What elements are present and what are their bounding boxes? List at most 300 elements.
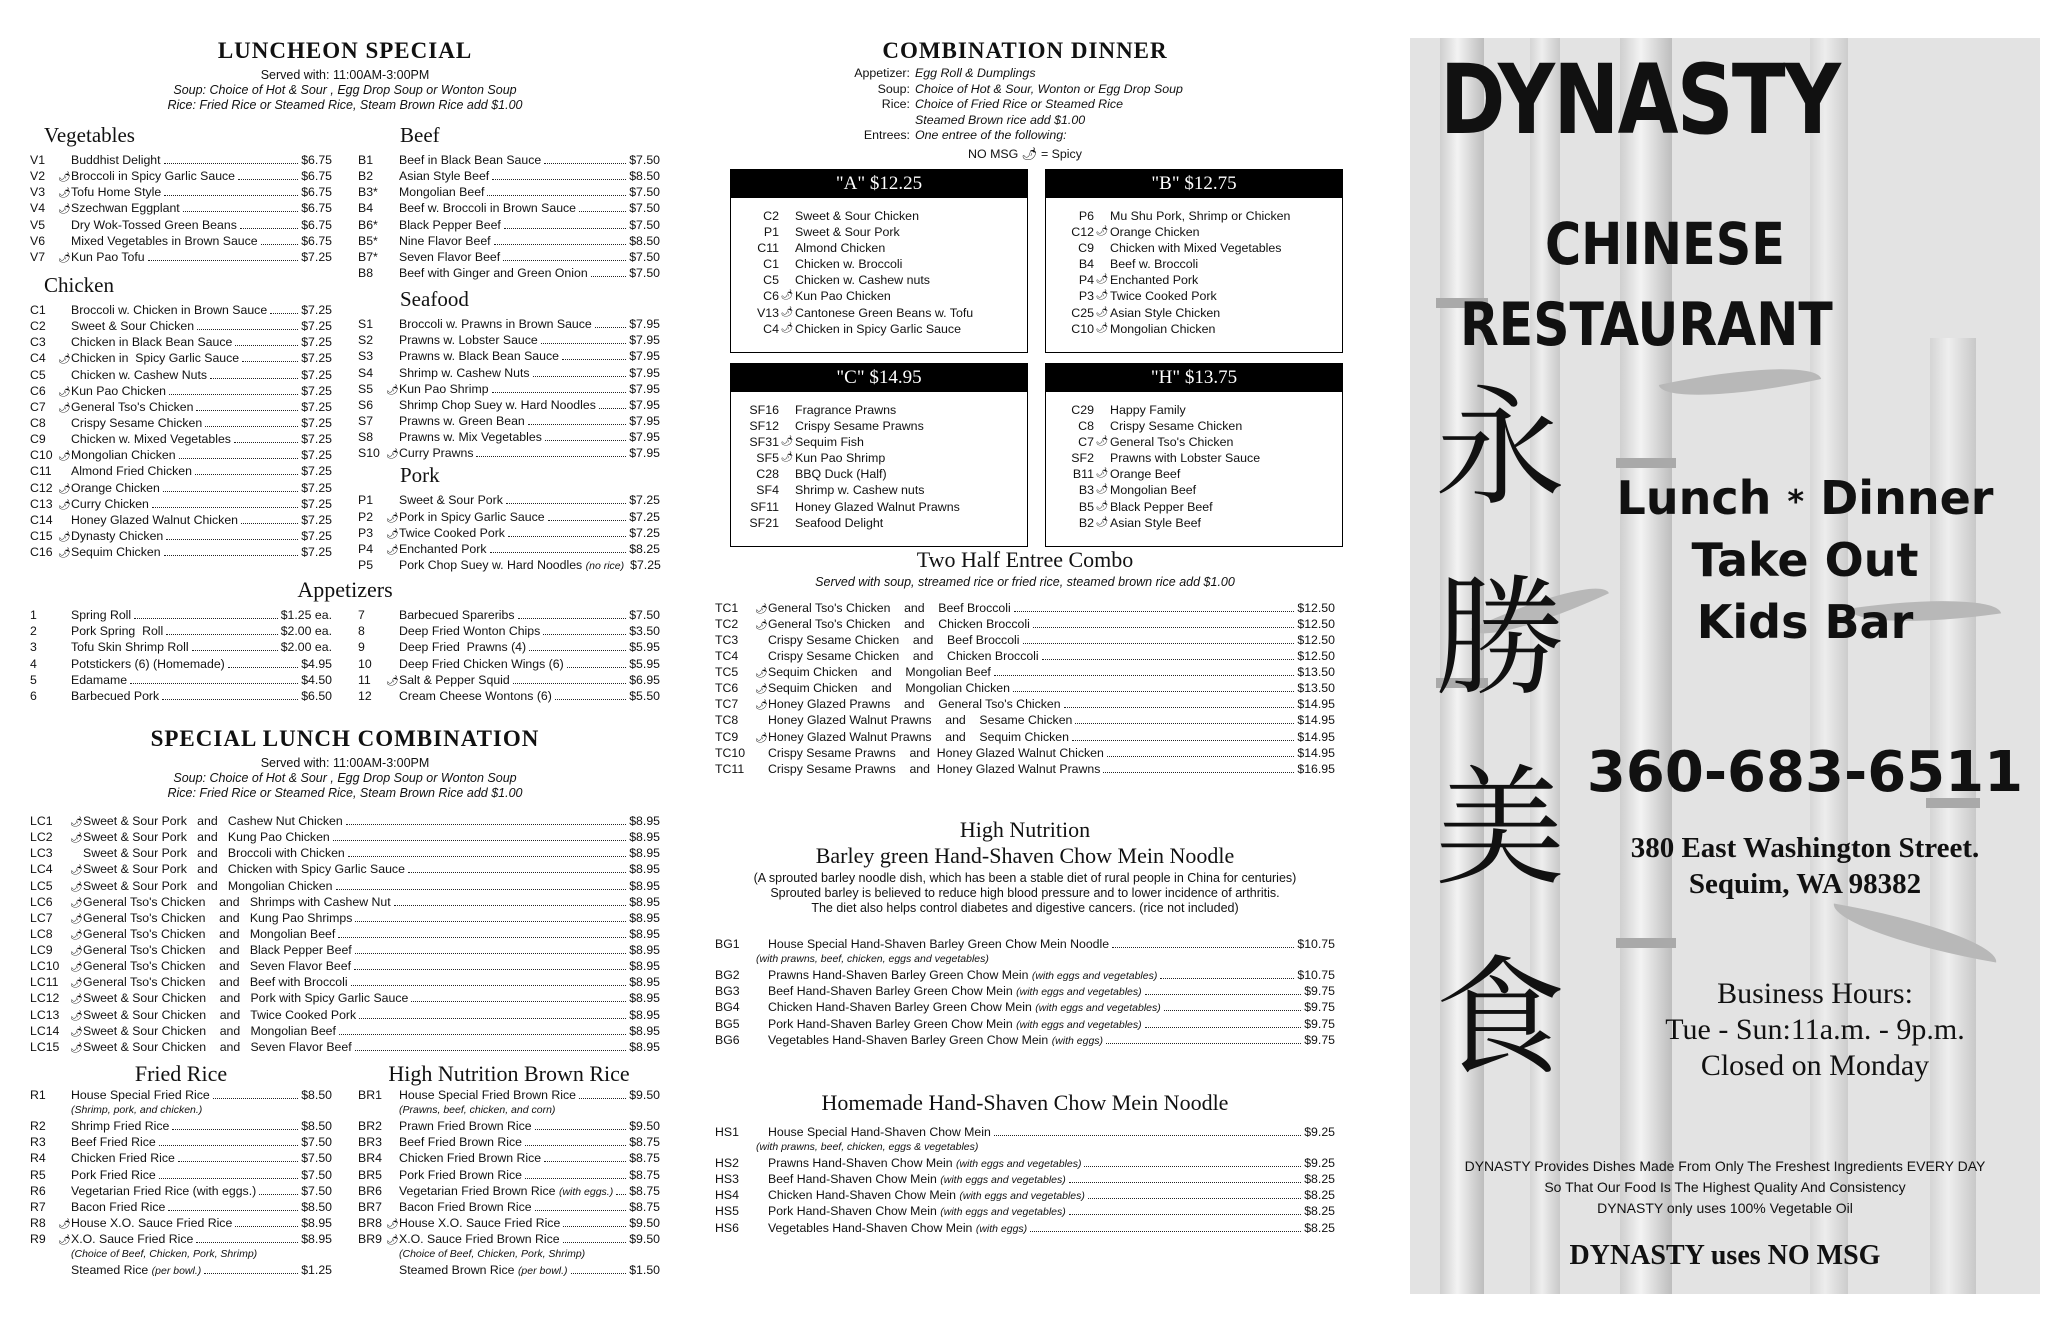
item-name-text: Deep Fried Chicken Wings (6) xyxy=(399,656,564,671)
menu-item xyxy=(30,233,332,249)
dot-leader xyxy=(355,952,627,954)
menu-item xyxy=(358,316,660,332)
barley-desc1: (A sprouted barley noodle dish, which has been a stable diet of rural people in China for centuries) xyxy=(753,871,1297,886)
pepper-icon: 🌶︎ xyxy=(58,548,71,560)
dot-leader xyxy=(130,682,298,684)
item-name xyxy=(768,761,1100,777)
item-name-text: Honey Glazed Walnut Prawns and Sesame Chicken xyxy=(768,713,1073,728)
menu-item xyxy=(358,184,660,200)
menu-item xyxy=(30,200,332,216)
combo-box-item xyxy=(1046,418,1342,434)
dot-leader xyxy=(159,1144,298,1146)
menu-item xyxy=(358,152,660,168)
dot-leader xyxy=(1112,946,1294,948)
item-price: $6.75 xyxy=(301,233,332,248)
item-price: $7.95 xyxy=(629,349,660,364)
item-name xyxy=(71,1199,165,1215)
item-price: $8.95 xyxy=(629,1023,660,1038)
item-name xyxy=(399,525,505,541)
item-note: (per bowl.) xyxy=(151,1265,202,1278)
combo-box xyxy=(1045,363,1343,547)
item-name-text: Broccoli w. Prawns in Brown Sauce xyxy=(399,317,592,332)
luncheon-title: LUNCHEON SPECIAL xyxy=(217,38,473,63)
combo-box-item xyxy=(1046,321,1342,337)
item-name xyxy=(71,1134,156,1150)
menu-item xyxy=(715,1187,1335,1203)
item-code: BG1 xyxy=(715,937,740,952)
item-subnote: (Choice of Beef, Chicken, Pork, Shrimp) xyxy=(399,1248,586,1261)
special-lunch-list xyxy=(30,813,660,1055)
item-code: B11 xyxy=(1072,467,1094,482)
pepper-icon: 🌶︎ xyxy=(780,452,794,464)
item-price: $2.00 ea. xyxy=(280,624,332,639)
dot-leader xyxy=(563,1241,627,1243)
pepper-icon: 🌶︎ xyxy=(755,603,768,615)
item-name: Sweet & Sour Pork xyxy=(795,224,900,239)
menu-item xyxy=(30,1199,332,1215)
item-price: $9.75 xyxy=(1304,1000,1335,1015)
pepper-placeholder xyxy=(1094,208,1110,224)
item-code: C11 xyxy=(757,240,779,255)
menu-item xyxy=(30,845,660,861)
pepper-placeholder xyxy=(779,418,795,434)
item-name-text: Barbecued Pork xyxy=(71,688,160,703)
item-price: $7.25 xyxy=(301,448,332,463)
item-price: $7.25 xyxy=(301,545,332,560)
item-name xyxy=(71,1215,232,1231)
combo-box-title: "H" $13.75 xyxy=(1046,364,1342,392)
pepper-icon: 🌶︎ xyxy=(780,435,794,447)
combo-box xyxy=(730,363,1028,547)
item-name xyxy=(399,1134,522,1150)
item-name xyxy=(399,332,538,348)
pepper-icon: 🌶︎ xyxy=(58,483,71,495)
appetizers-left xyxy=(30,607,332,704)
menu-item xyxy=(30,1007,660,1023)
luncheon-rice: Rice: Fried Rice or Steamed Rice, Steam Brown Rice add $1.00 xyxy=(167,98,523,112)
item-code: 3 xyxy=(30,640,37,655)
item-name xyxy=(399,152,541,168)
item-code: R2 xyxy=(30,1119,46,1134)
menu-item xyxy=(358,1150,660,1166)
hours-line1: Tue - Sun:11a.m. - 9p.m. xyxy=(1665,1013,1965,1046)
item-code: B2 xyxy=(358,169,374,184)
item-name-text: General Tso's Chicken xyxy=(71,399,194,414)
item-price: $8.95 xyxy=(629,830,660,845)
item-code: TC3 xyxy=(715,632,739,647)
dot-leader xyxy=(183,210,299,212)
item-code: 12 xyxy=(358,688,372,703)
item-price: $8.25 xyxy=(1304,1172,1335,1187)
combo-info-value: Choice of Hot & Sour, Wonton or Egg Drop Soup xyxy=(915,81,1183,96)
item-price: $8.95 xyxy=(629,894,660,909)
item-code: P3 xyxy=(1078,289,1094,304)
item-name-text: Orange Chicken xyxy=(71,480,160,495)
item-name: Prawns with Lobster Sauce xyxy=(1110,451,1261,466)
item-name-text: Sweet & Sour Pork and Mongolian Chicken xyxy=(83,878,333,893)
item-price: $5.95 xyxy=(629,656,660,671)
item-name: Mongolian Chicken xyxy=(1110,321,1216,336)
menu-item xyxy=(30,415,332,431)
brand-line2: CHINESE xyxy=(1545,210,1785,278)
item-name xyxy=(71,656,225,672)
menu-item xyxy=(358,656,660,672)
combo-box-item xyxy=(731,208,1027,224)
dot-leader xyxy=(543,633,626,635)
item-name: Orange Chicken xyxy=(1110,224,1200,239)
item-code: 11 xyxy=(358,672,371,687)
item-name-text: Honey Glazed Walnut Chicken xyxy=(71,512,238,527)
item-name xyxy=(83,974,348,990)
menu-item xyxy=(30,383,332,399)
item-code: BR1 xyxy=(358,1088,382,1103)
item-name-text: Kun Pao Shrimp xyxy=(399,381,489,396)
item-name xyxy=(399,607,515,623)
item-name-text: Bacon Fried Brown Rice xyxy=(399,1199,532,1214)
brown-rice-list xyxy=(358,1087,660,1278)
pepper-icon: 🌶︎ xyxy=(58,386,71,398)
item-code: HS3 xyxy=(715,1172,739,1187)
item-name xyxy=(71,1167,156,1183)
pepper-icon: 🌶︎ xyxy=(755,668,768,680)
pepper-icon: 🌶︎ xyxy=(70,1026,83,1038)
item-name-text: Prawns Hand-Shaven Barley Green Chow Mein xyxy=(768,968,1029,983)
item-name xyxy=(399,688,552,704)
item-note: (with eggs and vegetables) xyxy=(1016,1018,1142,1031)
item-name-text: Spring Roll xyxy=(71,608,132,623)
menu-item xyxy=(30,1039,660,1055)
item-name-text: Beef Fried Brown Rice xyxy=(399,1135,523,1150)
item-name xyxy=(71,399,193,415)
item-code: LC1 xyxy=(30,813,53,828)
menu-item xyxy=(30,639,332,655)
dot-leader xyxy=(152,506,298,508)
dot-leader xyxy=(579,1097,626,1099)
combo-box-item xyxy=(731,256,1027,272)
menu-item xyxy=(358,265,660,281)
pepper-icon: 🌶︎ xyxy=(70,978,83,990)
item-price: $7.25 xyxy=(629,525,660,540)
menu-item xyxy=(358,1231,660,1247)
dot-leader xyxy=(213,1097,298,1099)
item-name-text: Salt & Pepper Squid xyxy=(399,672,510,687)
item-code: V3 xyxy=(30,185,46,200)
item-code: TC6 xyxy=(715,681,739,696)
dot-leader xyxy=(599,407,626,409)
item-price: $7.25 xyxy=(301,367,332,382)
pepper-icon: 🌶︎ xyxy=(58,252,71,264)
item-name: Honey Glazed Walnut Prawns xyxy=(795,499,960,514)
dinner-column xyxy=(715,0,1335,1236)
item-name-text: Vegetables Hand-Shaven Barley Green Chow Mein xyxy=(768,1032,1049,1047)
item-name-text: Seven Flavor Beef xyxy=(399,249,501,264)
item-code: C3 xyxy=(30,335,46,350)
hanzi-char: 食 xyxy=(1435,942,1566,1094)
item-name xyxy=(768,1124,991,1140)
item-code: TC8 xyxy=(715,713,739,728)
seafood-title: Seafood xyxy=(400,287,469,312)
menu-item xyxy=(358,541,660,557)
menu-item xyxy=(30,318,332,334)
item-name-text: Potstickers (6) (Homemade) xyxy=(71,656,225,671)
menu-item xyxy=(358,623,660,639)
menu-item xyxy=(358,509,660,525)
menu-item xyxy=(30,1262,332,1278)
item-name-text: Mongolian Chicken xyxy=(71,448,176,463)
dot-leader xyxy=(1069,1181,1301,1183)
dot-leader xyxy=(529,649,626,651)
dot-leader xyxy=(333,839,626,841)
item-price: $8.50 xyxy=(629,233,660,248)
item-name-text: Shrimp Chop Suey w. Hard Noodles xyxy=(399,397,596,412)
bamboo-leaf xyxy=(1659,352,1821,413)
item-code: B3* xyxy=(358,185,378,200)
pepper-placeholder xyxy=(779,515,795,531)
item-name-text: Sweet & Sour Chicken xyxy=(71,319,195,334)
item-code: SF12 xyxy=(749,418,779,433)
menu-item xyxy=(358,607,660,623)
item-name: Sweet & Sour Chicken xyxy=(795,208,919,223)
fried-rice-section xyxy=(30,1061,332,1278)
item-code: BR5 xyxy=(358,1167,382,1182)
pepper-icon: 🌶︎ xyxy=(58,204,71,216)
dot-leader xyxy=(1064,706,1295,708)
dot-leader xyxy=(259,1193,298,1195)
combo-box-item xyxy=(731,450,1027,466)
item-code: HS5 xyxy=(715,1204,739,1219)
item-name-text: General Tso's Chicken and Beef Broccoli xyxy=(768,600,1011,615)
item-name-text: Broccoli in Spicy Garlic Sauce xyxy=(71,169,236,184)
combo-box-item xyxy=(731,466,1027,482)
pepper-placeholder xyxy=(779,499,795,515)
item-price: $7.25 xyxy=(301,415,332,430)
menu-item xyxy=(358,1199,660,1215)
item-note: (with eggs.) xyxy=(558,1185,614,1198)
item-code: TC2 xyxy=(715,616,739,631)
item-code: C28 xyxy=(756,467,779,482)
item-code: P2 xyxy=(358,509,374,524)
combo-box-item xyxy=(1046,288,1342,304)
slogan-lunch: Lunch xyxy=(1616,471,1772,525)
item-price: $7.25 xyxy=(301,432,332,447)
item-code: SF21 xyxy=(749,515,779,530)
item-price: $7.25 xyxy=(301,528,332,543)
dot-leader xyxy=(494,243,627,245)
item-name-text: Prawn Fried Brown Rice xyxy=(399,1119,532,1134)
item-code: BR9 xyxy=(358,1232,382,1247)
pepper-icon: 🌶︎ xyxy=(70,816,83,828)
special-lunch-rice: Rice: Fried Rice or Steamed Rice, Steam Brown Rice add $1.00 xyxy=(167,785,523,800)
item-name: BBQ Duck (Half) xyxy=(795,467,887,482)
dot-leader xyxy=(591,275,627,277)
dot-leader xyxy=(134,617,278,619)
item-name xyxy=(83,845,345,861)
item-name-text: Sequim Chicken and Mongolian Chicken xyxy=(768,681,1010,696)
dot-leader xyxy=(616,1193,626,1195)
item-price: $9.25 xyxy=(1304,1124,1335,1139)
item-name-text: Chicken Fried Brown Rice xyxy=(399,1151,542,1166)
luncheon-served: Served with: 11:00AM-3:00PM xyxy=(260,68,430,82)
item-name: Enchanted Pork xyxy=(1110,273,1199,288)
item-name xyxy=(399,233,491,249)
dot-leader xyxy=(196,1241,298,1243)
item-name-text: Steamed Brown Rice xyxy=(399,1263,515,1278)
pepper-icon: 🌶︎ xyxy=(70,833,83,845)
item-price: $7.50 xyxy=(629,153,660,167)
item-name xyxy=(71,639,189,655)
pepper-placeholder xyxy=(779,224,795,240)
combo-info-row xyxy=(825,128,1335,144)
item-name xyxy=(399,168,489,184)
pepper-icon: 🌶︎ xyxy=(58,531,71,543)
no-msg-text: NO MSG xyxy=(968,146,1019,161)
fine-print-line3: DYNASTY only uses 100% Vegetable Oil xyxy=(1597,1200,1853,1216)
menu-item xyxy=(715,616,1335,632)
item-name-text: Mixed Vegetables in Brown Sauce xyxy=(71,233,258,248)
item-name: Twice Cooked Pork xyxy=(1110,289,1217,304)
pepper-icon: 🌶︎ xyxy=(70,929,83,941)
combo-box-item xyxy=(1046,499,1342,515)
item-name: Kun Pao Shrimp xyxy=(795,451,886,466)
item-name-text: Dynasty Chicken xyxy=(71,528,164,543)
combo-box xyxy=(1045,169,1343,353)
menu-item xyxy=(715,1124,1335,1140)
dot-leader xyxy=(179,457,299,459)
combo-info-value: Egg Roll & Dumplings xyxy=(915,66,1036,80)
item-name: Chicken in Spicy Garlic Sauce xyxy=(795,321,961,336)
dot-leader xyxy=(164,162,299,164)
item-code: BR3 xyxy=(358,1135,382,1150)
dot-leader xyxy=(535,1209,627,1211)
item-name-text: General Tso's Chicken and Seven Flavor Beef xyxy=(83,959,352,974)
pepper-icon: 🌶︎ xyxy=(70,865,83,877)
msg-legend xyxy=(715,146,1335,163)
item-name: Orange Beef xyxy=(1110,467,1181,482)
item-code: S1 xyxy=(358,317,374,332)
dot-leader xyxy=(1030,1230,1301,1232)
item-code: B4 xyxy=(358,201,374,216)
item-name xyxy=(71,1183,256,1199)
menu-item xyxy=(715,761,1335,777)
item-price: $9.50 xyxy=(629,1119,660,1134)
item-code: 2 xyxy=(30,624,37,639)
item-price: $6.95 xyxy=(629,672,660,687)
item-code: C5 xyxy=(30,367,46,382)
combo-box-item xyxy=(731,499,1027,515)
item-name-text: Beef Hand-Shaven Chow Mein xyxy=(768,1172,937,1187)
pepper-icon: 🌶︎ xyxy=(780,306,794,318)
dot-leader xyxy=(492,178,626,180)
item-code: LC4 xyxy=(30,862,53,877)
item-price: $8.75 xyxy=(629,1199,660,1214)
item-code: LC10 xyxy=(30,959,60,974)
dot-leader xyxy=(261,243,299,245)
item-price: $8.95 xyxy=(629,959,660,974)
menu-item xyxy=(30,1167,332,1183)
item-price: $5.50 xyxy=(629,688,660,703)
item-name xyxy=(399,397,596,413)
dot-leader xyxy=(164,554,299,556)
item-name-text: Chicken w. Mixed Vegetables xyxy=(71,432,231,447)
item-code: BR4 xyxy=(358,1151,382,1166)
item-name-text: General Tso's Chicken and Kung Pao Shrimps xyxy=(83,910,353,925)
special-lunch-soup: Soup: Choice of Hot & Sour , Egg Drop Soup or Wonton Soup xyxy=(173,770,517,785)
item-price: $12.50 xyxy=(1297,600,1335,615)
item-code: BR7 xyxy=(358,1199,382,1214)
combo-box-item xyxy=(731,224,1027,240)
dot-leader xyxy=(476,455,626,457)
combo-box-item xyxy=(1046,305,1342,321)
item-name-text: Black Pepper Beef xyxy=(399,217,501,232)
menu-item xyxy=(715,745,1335,761)
menu-item xyxy=(30,1183,332,1199)
item-price: $4.50 xyxy=(301,672,332,687)
item-name-text: Broccoli w. Chicken in Brown Sauce xyxy=(71,302,268,317)
item-price: $7.25 xyxy=(301,496,332,511)
item-name-text: Curry Prawns xyxy=(399,446,474,461)
item-code: P6 xyxy=(1078,208,1094,223)
item-code: B5* xyxy=(358,233,378,248)
item-name xyxy=(768,745,1104,761)
luncheon-soup: Soup: Choice of Hot & Sour , Egg Drop Soup or Wonton Soup xyxy=(173,83,517,97)
dot-leader xyxy=(172,1128,298,1130)
item-name xyxy=(399,1087,576,1103)
item-name xyxy=(83,813,343,829)
item-code: C14 xyxy=(30,512,53,527)
menu-item xyxy=(715,1155,1335,1171)
item-price: $8.25 xyxy=(1304,1188,1335,1203)
menu-item xyxy=(358,381,660,397)
item-code: C8 xyxy=(1078,418,1094,433)
phone-number: 360-683-6511 xyxy=(1586,740,2024,805)
item-name xyxy=(71,1262,201,1279)
brand-title: DYNASTY xyxy=(1440,44,1840,156)
item-name-text: Prawns w. Black Bean Sauce xyxy=(399,349,559,364)
item-name xyxy=(83,1007,356,1023)
item-name xyxy=(768,632,1020,648)
pepper-icon: 🌶︎ xyxy=(58,451,71,463)
item-name xyxy=(399,217,501,233)
item-code: R1 xyxy=(30,1088,46,1103)
fine-print-line1: DYNASTY Provides Dishes Made From Only The Freshest Ingredients EVERY DAY xyxy=(1464,1158,1986,1174)
dot-leader xyxy=(354,968,626,970)
fried-rice-list xyxy=(30,1087,332,1278)
item-code: LC13 xyxy=(30,1007,60,1022)
slogan-separator: * xyxy=(1787,482,1805,521)
dot-leader xyxy=(994,674,1295,676)
item-name-text: Pork Hand-Shaven Barley Green Chow Mein xyxy=(768,1016,1013,1031)
combo-box-item xyxy=(1046,272,1342,288)
chicken-title: Chicken xyxy=(44,272,114,297)
dot-leader xyxy=(595,326,626,328)
item-price: $7.25 xyxy=(629,509,660,524)
item-code: LC8 xyxy=(30,926,53,941)
bamboo-stalk xyxy=(1810,38,1848,1294)
item-name xyxy=(399,1262,568,1279)
item-name-text: Kun Pao Chicken xyxy=(71,383,167,398)
combo-box-item xyxy=(1046,240,1342,256)
item-code: HS2 xyxy=(715,1156,739,1171)
dot-leader xyxy=(528,423,626,425)
dot-leader xyxy=(270,312,298,314)
item-price: $7.95 xyxy=(629,365,660,380)
item-code: S5 xyxy=(358,381,374,396)
combo-info-row xyxy=(825,66,1335,82)
pepper-placeholder xyxy=(1094,240,1110,256)
menu-item xyxy=(358,639,660,655)
item-code: C7 xyxy=(30,399,46,414)
menu-item xyxy=(358,348,660,364)
